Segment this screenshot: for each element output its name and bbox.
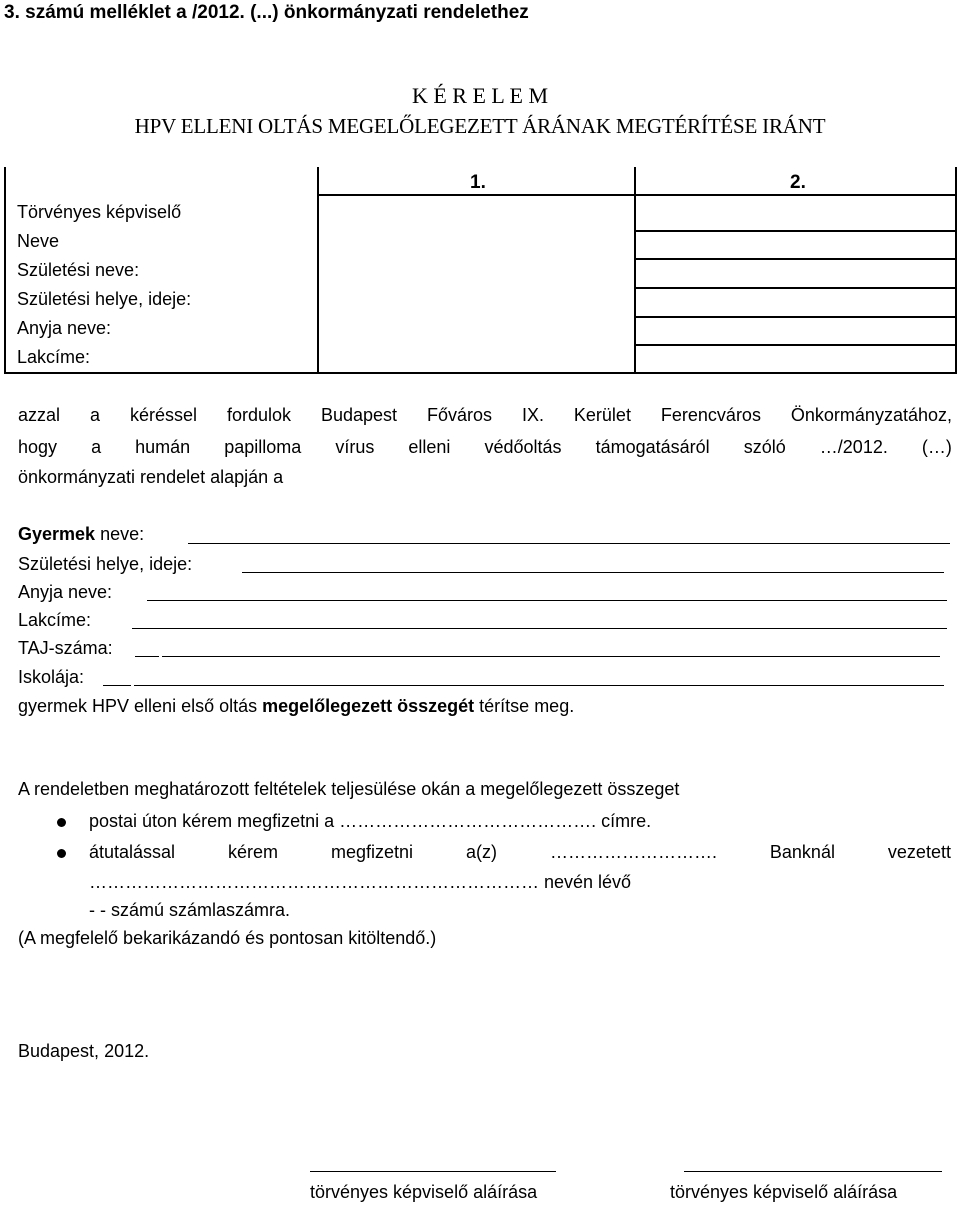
payment-option-transfer[interactable] — [89, 842, 951, 863]
signature-line-1[interactable] — [310, 1171, 556, 1172]
intro-line-2 — [18, 437, 952, 458]
payment-intro: A rendeletben meghatározott feltételek teljesülése okán a megelőlegezett összeget — [18, 779, 680, 799]
intro-word: védőoltás — [484, 437, 562, 457]
child-bold-label: Gyermek — [18, 524, 96, 544]
row-label-guardian: Törvényes képviselő — [17, 202, 182, 222]
payment-note: (A megfelelő bekarikázandó és pontosan kitöltendő.) — [18, 928, 437, 948]
row-label-mother-name: Anyja neve: — [17, 318, 112, 338]
intro-word: …/2012. — [819, 437, 888, 457]
table-border-left — [4, 167, 6, 374]
row-label-birth-place-date: Születési helye, ideje: — [17, 289, 192, 309]
transfer-word: megfizetni — [330, 842, 414, 862]
intro-word: azzal — [18, 405, 61, 425]
intro-word: támogatásáról — [595, 437, 710, 457]
payment-option-postal[interactable]: postai úton kérem megfizetni a ……………………………………. címre. — [89, 811, 652, 831]
intro-word: elleni — [408, 437, 451, 457]
child-taj-field[interactable] — [162, 656, 940, 657]
intro-word: fordulok — [226, 405, 291, 425]
table-divider-2 — [634, 167, 636, 374]
table-bottom-line — [4, 372, 957, 374]
child-mother-field[interactable] — [147, 600, 947, 601]
table-row-line — [634, 344, 957, 346]
attachment-header: 3. számú melléklet a /2012. (...) önkormányzati rendelethez — [4, 2, 529, 23]
intro-word: Önkormányzatához, — [790, 405, 952, 425]
child-school-label: Iskolája: — [18, 667, 85, 687]
intro-line-1 — [18, 405, 952, 426]
column-header-1: 1. — [470, 172, 486, 193]
intro-word: Budapest — [320, 405, 397, 425]
child-school-field-prefix — [103, 685, 131, 686]
reimbursement-statement — [18, 696, 574, 717]
transfer-word: kérem — [228, 842, 279, 862]
transfer-account-number: - - számú számlaszámra. — [89, 900, 291, 920]
table-border-right — [955, 167, 957, 374]
statement-text: gyermek HPV elleni első oltás — [18, 696, 263, 716]
statement-text: térítse meg. — [474, 696, 575, 716]
intro-word: papilloma — [224, 437, 302, 457]
transfer-word: a(z) — [465, 842, 497, 862]
row-label-address: Lakcíme: — [17, 347, 91, 367]
child-name-label — [18, 524, 144, 545]
intro-word: a — [89, 405, 100, 425]
column-header-2: 2. — [790, 172, 806, 193]
signature-label-1: törvényes képviselő aláírása — [310, 1182, 538, 1202]
table-row-line — [634, 287, 957, 289]
child-school-field[interactable] — [134, 685, 944, 686]
transfer-account-holder: ………………………………………………………………… nevén lévő — [89, 872, 632, 892]
transfer-word: ………………………. — [549, 842, 717, 862]
intro-word: Főváros — [426, 405, 492, 425]
child-birth-label: Születési helye, ideje: — [18, 554, 193, 574]
signature-label-2: törvényes képviselő aláírása — [670, 1182, 898, 1202]
child-birth-field[interactable] — [242, 572, 944, 573]
child-name-suffix: neve: — [95, 524, 145, 544]
row-label-name: Neve — [17, 231, 60, 251]
child-taj-field-prefix — [135, 656, 159, 657]
transfer-word: Banknál — [769, 842, 835, 862]
bullet-icon — [57, 849, 66, 858]
document-subtitle: HPV ELLENI OLTÁS MEGELŐLEGEZETT ÁRÁNAK MEGTÉRÍTÉSE IRÁNT — [134, 114, 826, 138]
table-row-line — [634, 230, 957, 232]
child-taj-label: TAJ-száma: — [18, 638, 113, 658]
table-row-line — [634, 258, 957, 260]
intro-word: kéréssel — [129, 405, 197, 425]
intro-word: hogy — [18, 437, 58, 457]
table-row-line — [634, 316, 957, 318]
intro-word: humán — [135, 437, 191, 457]
intro-word: (…) — [921, 437, 952, 457]
row-label-birth-name: Születési neve: — [17, 260, 140, 280]
intro-word: IX. — [521, 405, 544, 425]
transfer-word: vezetett — [887, 842, 951, 862]
child-mother-label: Anyja neve: — [18, 582, 113, 602]
child-address-field[interactable] — [132, 628, 947, 629]
place-date: Budapest, 2012. — [18, 1041, 150, 1061]
transfer-word: átutalással — [89, 842, 176, 862]
bullet-icon — [57, 818, 66, 827]
child-name-field[interactable] — [188, 543, 950, 544]
intro-word: Kerület — [573, 405, 631, 425]
signature-line-2[interactable] — [684, 1171, 942, 1172]
table-header-line — [317, 194, 957, 196]
intro-word: Ferencváros — [660, 405, 761, 425]
document-title: K É R E L E M — [411, 83, 549, 108]
intro-word: a — [91, 437, 102, 457]
child-address-label: Lakcíme: — [18, 610, 92, 630]
table-divider-1 — [317, 167, 319, 374]
statement-bold-text: megelőlegezett összegét — [262, 696, 475, 716]
intro-word: szóló — [743, 437, 786, 457]
intro-line-3: önkormányzati rendelet alapján a — [18, 467, 284, 487]
intro-word: vírus — [335, 437, 375, 457]
